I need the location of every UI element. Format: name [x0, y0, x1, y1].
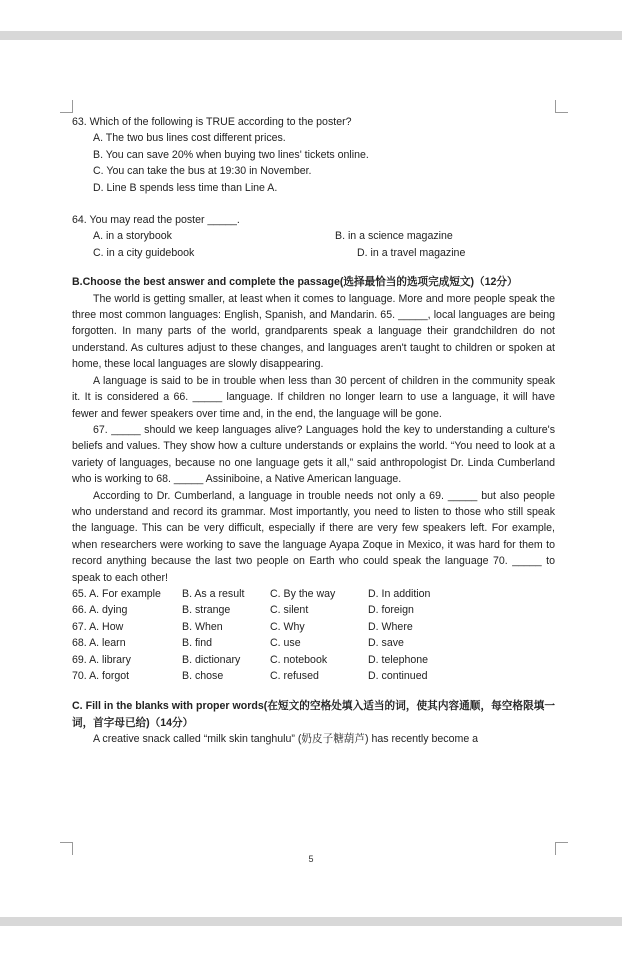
- page-content: [72, 114, 555, 748]
- choice: B. chose: [182, 670, 224, 682]
- question-stem: 63. Which of the following is TRUE according to the poster?: [72, 116, 352, 128]
- choice: C. refused: [270, 670, 319, 682]
- option: A. in a storybook: [93, 230, 172, 243]
- choice: D. save: [368, 637, 404, 650]
- question-stem: 64. You may read the poster _____.: [72, 214, 240, 227]
- choice-row: [72, 586, 555, 602]
- passage-paragraph: According to Dr. Cumberland, a language in trouble needs not only a 69. _____ but also people who understand and record its grammar. Most importantly, you need to listen to those who still speak the language. This can be very difficult, especially if there are very few speakers left. For example, when researchers were working to save the language Ayapa Zoque in Mexico, it was hard for them to record anything because the last two people on Earth who could speak the language 70. _____ to speak to each other!: [72, 489, 555, 584]
- choice: 68. A. learn: [72, 637, 126, 650]
- choice: C. use: [270, 637, 301, 650]
- crop-mark-top-right: [555, 100, 568, 113]
- passage-paragraph: 67. _____ should we keep languages alive? Languages hold the key to understanding a culture's beliefs and values. They show how a culture understands or explains the world. “You need to look at a variety of languages, because no one language gets it all,” said anthropologist Dr. Linda Cumberland who is working to 68. _____ Assiniboine, a Native American language.: [72, 423, 555, 486]
- choice: 66. A. dying: [72, 604, 128, 617]
- choice-row: [72, 668, 555, 684]
- option: C. in a city guidebook: [93, 246, 195, 259]
- option: B. You can save 20% when buying two lines' tickets online.: [93, 148, 369, 161]
- option: A. The two bus lines cost different prices.: [93, 132, 286, 145]
- choice: D. continued: [368, 670, 428, 682]
- choice: B. find: [182, 637, 213, 650]
- passage-paragraph: A creative snack called “milk skin tanghulu” (奶皮子糖葫芦) has recently become a: [93, 733, 479, 746]
- options-row: [72, 228, 555, 244]
- choice: B. dictionary: [182, 653, 241, 666]
- choice: B. strange: [182, 604, 231, 617]
- choice: D. Where: [368, 620, 413, 633]
- choice: B. When: [182, 620, 223, 633]
- choice: D. foreign: [368, 604, 414, 617]
- choice: C. By the way: [270, 587, 336, 600]
- choice: 69. A. library: [72, 653, 131, 666]
- passage-paragraph: A language is said to be in trouble when less than 30 percent of children in the community speak it. It is considered a 66. _____ language. If children no longer learn to use a language, it will have fewer and fewer speakers over time and, in the end, the language will be gone.: [72, 374, 555, 420]
- choice-row: [72, 619, 555, 635]
- section-b-title: B.Choose the best answer and complete the passage(选择最恰当的选项完成短文)（12分）: [72, 276, 518, 289]
- option: C. You can take the bus at 19:30 in November.: [93, 165, 312, 178]
- choice: 70. A. forgot: [72, 670, 130, 682]
- question-64: [72, 212, 555, 261]
- choice-row: [72, 635, 555, 651]
- choice: D. telephone: [368, 653, 429, 666]
- choice: C. silent: [270, 604, 309, 617]
- choice: 67. A. How: [72, 620, 124, 633]
- option: D. in a travel magazine: [357, 246, 466, 259]
- choice: C. notebook: [270, 653, 328, 666]
- choice: B. As a result: [182, 587, 245, 600]
- bottom-gray-bar: [0, 917, 622, 926]
- choice-row: [72, 652, 555, 668]
- section-c-title: C. Fill in the blanks with proper words(在短文的空格处填入适当的词，使其内容通顺，每空格限填一词，首字母已给)（14分）: [72, 700, 555, 729]
- choice-row: [72, 602, 555, 618]
- choice: C. Why: [270, 620, 305, 633]
- choices-table: [72, 586, 555, 684]
- choice: 65. A. For example: [72, 587, 161, 600]
- crop-mark-top-left: [60, 100, 73, 113]
- option: D. Line B spends less time than Line A.: [93, 181, 278, 194]
- passage-paragraph: The world is getting smaller, at least when it comes to language. More and more people speak the three most common languages: English, Spanish, and Mandarin. 65. _____, local languages are being forgotten. In many parts of the world, grandparents speak a language their grandchildren do not understand. As cultures adjust to these changes, and languages aren't taught to children or spoken at home, these local languages are slowly disappearing.: [72, 292, 555, 371]
- choice: D. In addition: [368, 587, 431, 600]
- top-gray-bar: [0, 31, 622, 40]
- options-row: [72, 245, 555, 261]
- option: B. in a science magazine: [335, 230, 453, 243]
- question-63: [72, 114, 555, 196]
- page-number: 5: [308, 854, 314, 864]
